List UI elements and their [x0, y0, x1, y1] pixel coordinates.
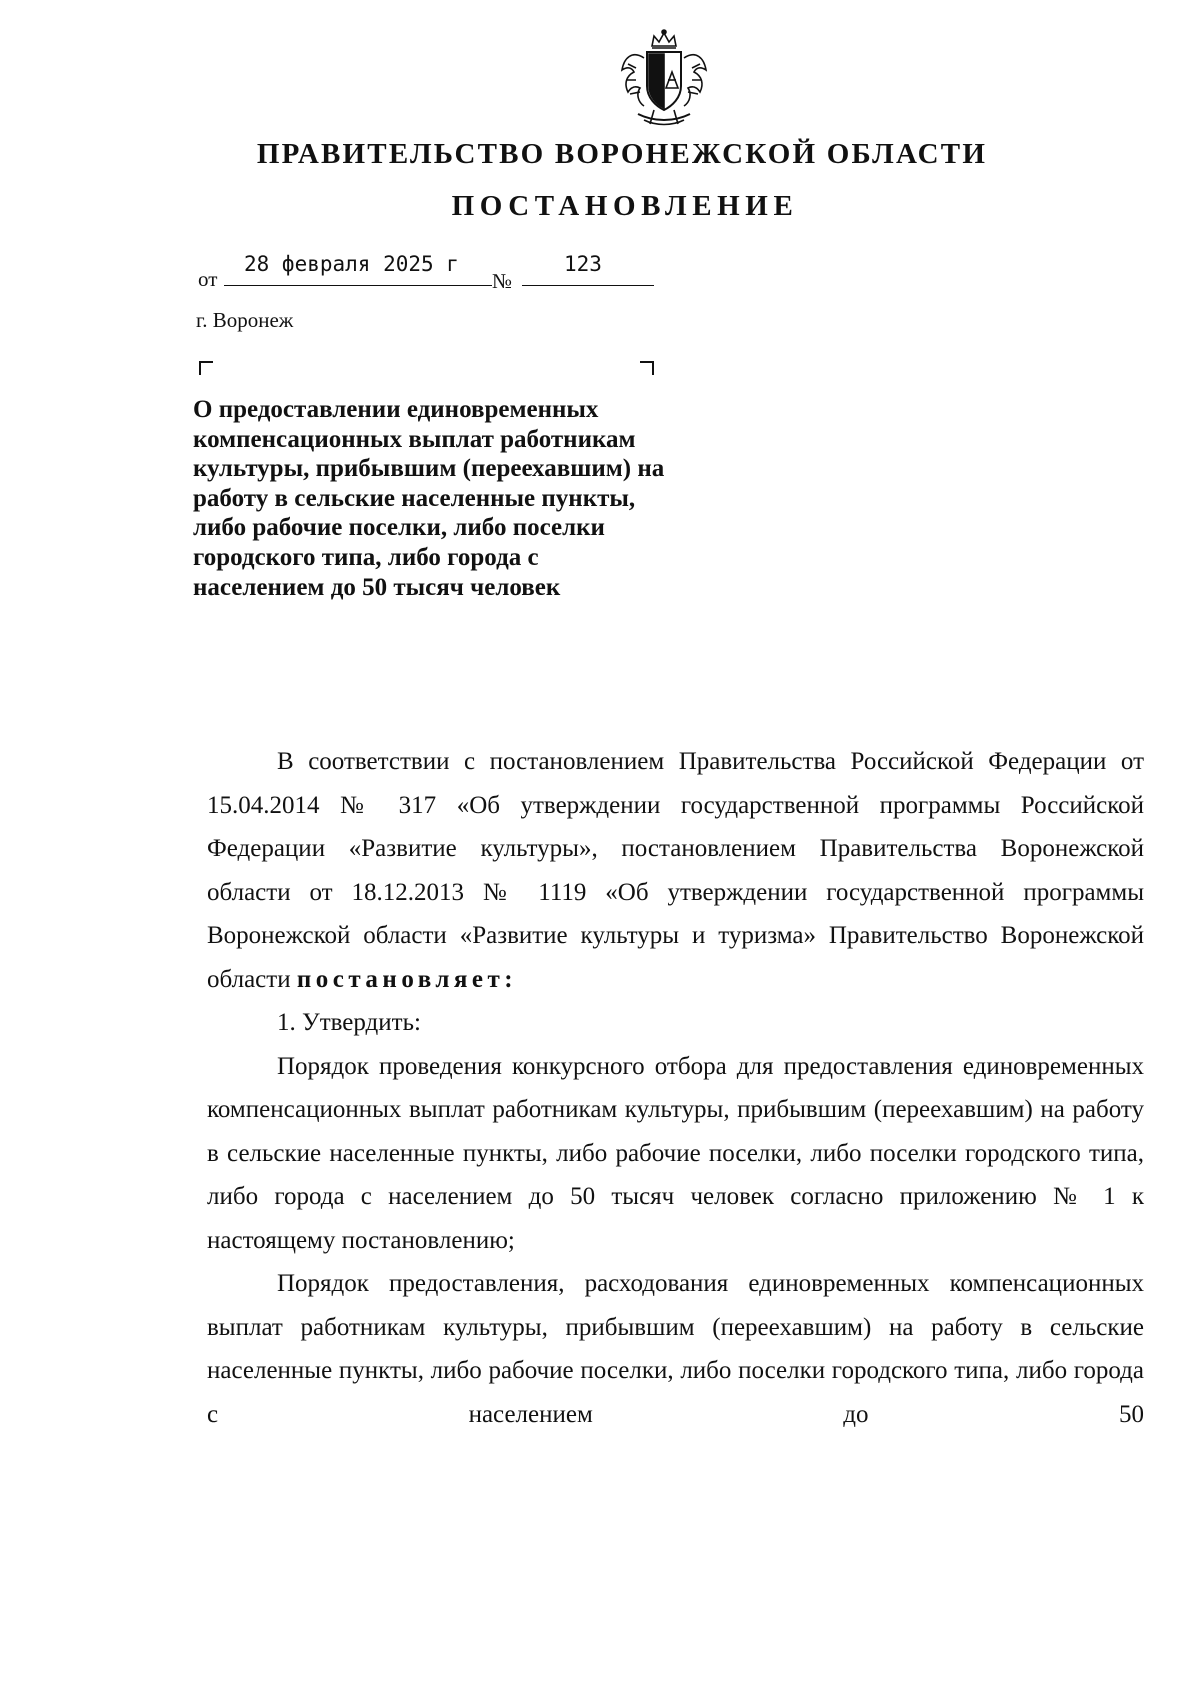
- document-body: [207, 740, 1144, 1436]
- corner-mark-right: [640, 361, 654, 375]
- from-label: от: [198, 267, 218, 291]
- city: г. Воронеж: [196, 308, 294, 332]
- item-1: 1. Утвердить:: [277, 1009, 421, 1036]
- document-date: 28 февраля 2025 г: [244, 252, 459, 276]
- corner-mark-left: [199, 361, 213, 375]
- item-1-a: Порядок проведения конкурсного отбора для предоставления единовременных компенсационных выплат работникам культуры, прибывшим (переехавшим) на работу в сельские населенные пункты, либо рабочие поселки, либо поселки городского типа, либо города с населением до 50 тысяч человек согласно приложению № 1 к настоящему постановлению;: [207, 1052, 1144, 1254]
- preamble-text: В соответствии с постановлением Правительства Российской Федерации от 15.04.2014 № 317 «Об утверждении государственной программы Российской Федерации «Развитие культуры», постановлением Правительства Воронежской области от 18.12.2013 № 1119 «Об утверждении государственной программы Воронежской области «Развитие культуры и туризма» Правительство Воронежской области: [207, 748, 1144, 993]
- item-1-b: Порядок предоставления, расходования единовременных компенсационных выплат работникам культуры, прибывшим (переехавшим) на работу в сельские населенные пункты, либо рабочие поселки, либо поселки городского типа, либо города с населением до 50: [207, 1270, 1144, 1428]
- organization-title: ПРАВИТЕЛЬСТВО ВОРОНЕЖСКОЙ ОБЛАСТИ: [256, 138, 988, 170]
- coat-of-arms-icon: [614, 28, 714, 130]
- document-type: ПОСТАНОВЛЕНИЕ: [451, 190, 799, 222]
- date-number-row: [196, 252, 666, 292]
- document-subject: О предоставлении единовременных компенсационных выплат работникам культуры, прибывшим (переехавшим) на работу в сельские населенные пункты, либо рабочие поселки, либо поселки городского типа, либо города с населением до 50 тысяч человек: [193, 396, 665, 601]
- preamble-paragraph: [207, 740, 1144, 1001]
- document-number: 123: [564, 252, 602, 276]
- resolves-keyword: постановляет:: [296, 965, 518, 993]
- number-label: №: [492, 269, 513, 293]
